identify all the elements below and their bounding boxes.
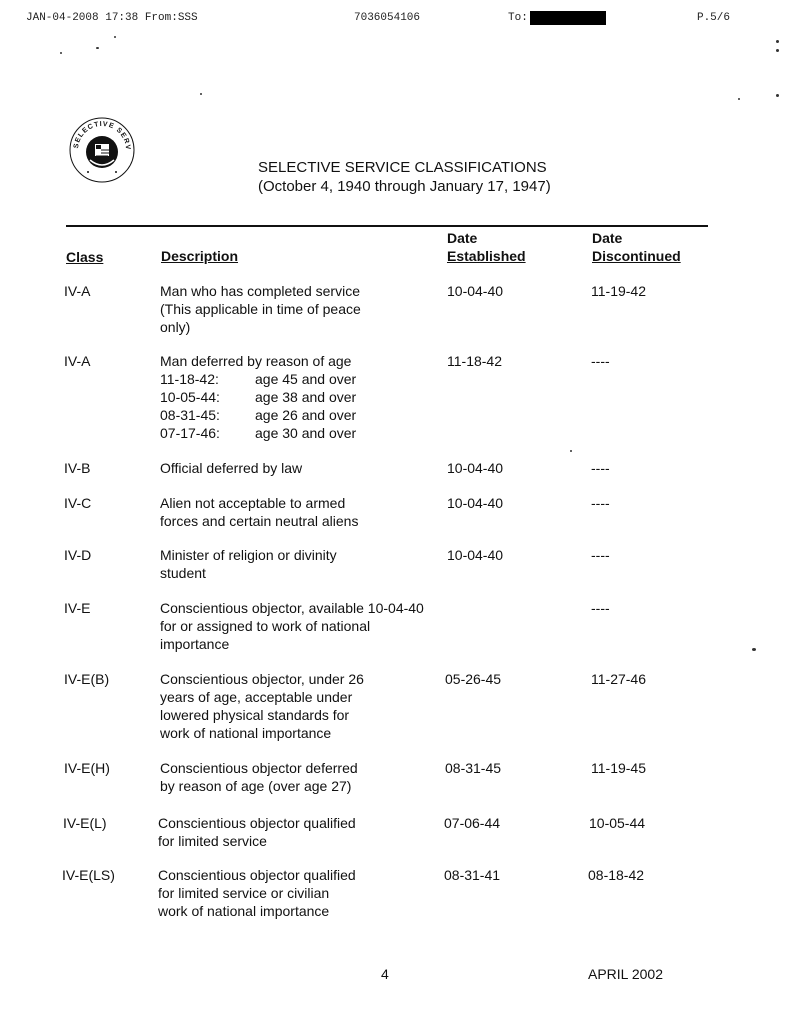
document-title [258,158,578,196]
row-description: Conscientious objector qualified for limited service [158,815,356,849]
scan-speck [738,98,740,100]
row-date-discontinued: ---- [591,353,610,369]
column-header-description: Description [161,248,239,264]
title-line: SELECTIVE SERVICE CLASSIFICATIONS [258,159,547,176]
row-date-discontinued: 11-27-46 [591,671,647,687]
fax-header [26,12,730,28]
row-date-discontinued: ---- [591,495,610,511]
row-date-discontinued: 11-19-45 [591,760,647,776]
age-schedule-line: 07-17-46: age 30 and over [160,425,357,441]
row-class: IV-E(B) [64,671,110,687]
age-schedule-line: 08-31-45: age 26 and over [160,407,357,423]
fax-page-indicator: P.5/6 [696,12,730,24]
header-rule [66,225,708,227]
row-date-discontinued: 08-18-42 [588,867,645,883]
row-date-discontinued: 11-19-42 [591,283,647,299]
scan-speck [114,36,116,38]
row-date-established: 11-18-42 [447,353,503,369]
scan-speck [570,450,572,452]
scan-speck [200,93,202,95]
row-date-established: 08-31-45 [445,760,502,776]
page-number: 4 [381,966,389,982]
row-date-established: 10-04-40 [447,495,504,511]
fax-to-label: To: [508,12,528,24]
row-class: IV-C [64,495,92,511]
scan-speck [776,49,779,52]
row-description: Official deferred by law [160,460,303,476]
row-date-discontinued: ---- [591,460,610,476]
row-date-established: 10-04-40 [447,283,504,299]
row-description: Conscientious objector, under 26 years of age, acceptable under lowered physical standards for work of national importance [160,671,364,741]
scan-speck [752,648,756,651]
selective-service-seal-logo [68,116,136,184]
fax-phone-number: 7036054106 [354,12,421,24]
row-class: IV-A [64,283,91,299]
row-date-established: 05-26-45 [445,671,502,687]
column-header-date-established: Date Established [447,230,526,264]
row-description: Man deferred by reason of age 11-18-42: age 45 and over 10-05-44: age 38 and over 08-31-45: age 26 and over 07-17-46: age 30 and over [160,352,440,442]
row-class: IV-E(L) [63,815,107,831]
row-date-discontinued: ---- [591,600,610,616]
column-header-date-discontinued: Date Discontinued [592,230,681,264]
row-date-established: 08-31-41 [444,867,501,883]
row-description: Conscientious objector qualified for limited service or civilian work of national importance [158,867,356,919]
row-description: Conscientious objector deferred by reason of age (over age 27) [160,760,358,794]
row-description: Man who has completed service (This applicable in time of peace only) [160,283,361,335]
row-class: IV-B [64,460,91,476]
title-date-range: (October 4, 1940 through January 17, 1947) [258,178,551,195]
age-schedule-line: 11-18-42: age 45 and over [160,371,357,387]
column-header-class: Class [66,249,104,265]
row-date-established: 07-06-44 [444,815,501,831]
row-date-established: 10-04-40 [447,460,504,476]
row-class: IV-E(LS) [62,867,115,883]
row-class: IV-E(H) [64,760,110,776]
footer-date: APRIL 2002 [588,966,663,982]
redaction-bar [530,11,606,25]
row-description: Minister of religion or divinity student [160,547,337,581]
scan-speck [60,52,62,54]
row-date-discontinued: 10-05-44 [589,815,646,831]
scan-speck [776,94,779,97]
row-description: Alien not acceptable to armed forces and certain neutral aliens [160,495,359,529]
fax-datetime: JAN-04-2008 17:38 From:SSS [26,12,198,24]
row-class: IV-D [64,547,92,563]
row-class: IV-E [64,600,91,616]
scan-speck [96,47,99,49]
row-description: Conscientious objector, available 10-04-40 for or assigned to work of national importance [160,600,424,652]
row-date-established: 10-04-40 [447,547,504,563]
row-class: IV-A [64,353,91,369]
age-schedule-line: 10-05-44: age 38 and over [160,389,357,405]
svg-text:SELECTIVE SERVICE SYSTEM: SELECTIVE SERV [72,120,132,151]
row-date-discontinued: ---- [591,547,610,563]
scan-speck [776,40,779,43]
